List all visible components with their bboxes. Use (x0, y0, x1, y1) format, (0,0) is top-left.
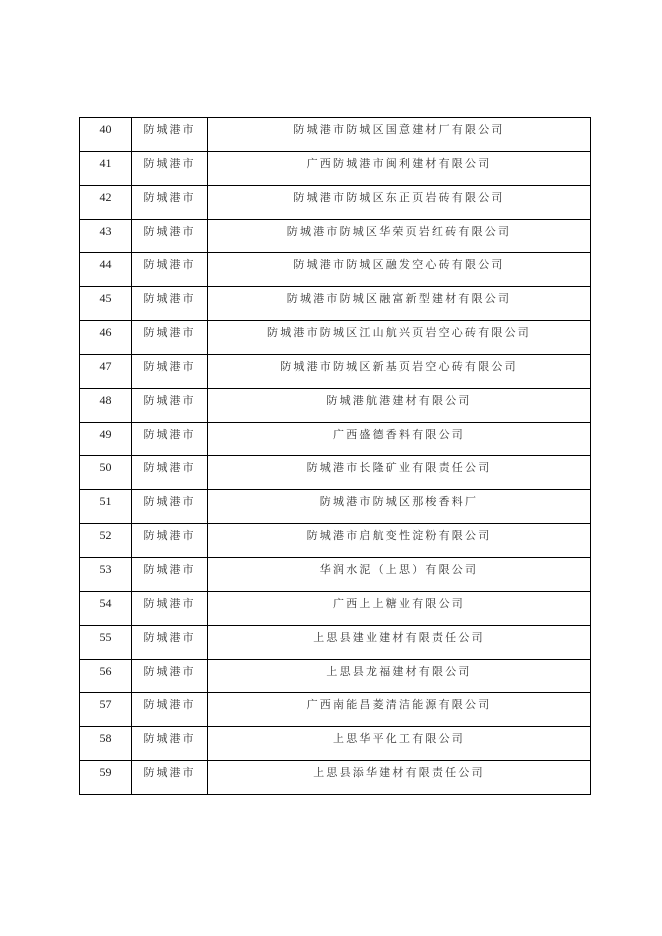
row-number: 43 (99, 223, 112, 238)
table-row (80, 118, 591, 152)
cell-company (208, 456, 591, 490)
cell-company (208, 761, 591, 795)
row-number: 57 (99, 697, 112, 712)
cell-city (132, 219, 208, 253)
city-name: 防城港市 (143, 123, 196, 136)
company-name: 防城港市长隆矿业有限责任公司 (306, 461, 492, 475)
row-number: 56 (99, 663, 112, 678)
company-name: 防城港市防城区江山航兴页岩空心砖有限公司 (267, 326, 531, 340)
row-number: 46 (99, 325, 112, 340)
cell-city (132, 490, 208, 524)
cell-city (132, 388, 208, 422)
table-row (80, 321, 591, 355)
row-number: 42 (99, 189, 112, 204)
city-name: 防城港市 (143, 664, 196, 678)
company-name: 防城港航港建材有限公司 (326, 393, 472, 407)
company-name: 防城港市防城区新基页岩空心砖有限公司 (280, 359, 518, 373)
cell-city (132, 253, 208, 287)
city-name: 防城港市 (143, 393, 196, 407)
table-row (80, 524, 591, 558)
cell-number (80, 524, 132, 558)
city-name: 防城港市 (143, 190, 196, 204)
table-row (80, 354, 591, 388)
cell-city (132, 321, 208, 355)
city-name: 防城港市 (143, 596, 196, 610)
city-name: 防城港市 (143, 258, 196, 272)
row-number: 49 (99, 426, 112, 441)
cell-company (208, 388, 591, 422)
city-name: 防城港市 (143, 495, 196, 509)
table-row (80, 557, 591, 591)
city-name: 防城港市 (143, 766, 196, 780)
cell-number (80, 761, 132, 795)
cell-city (132, 287, 208, 321)
table-row (80, 388, 591, 422)
cell-company (208, 490, 591, 524)
table-body (80, 118, 591, 795)
row-number: 47 (99, 358, 112, 373)
company-name: 防城港市防城区融发空心砖有限公司 (293, 258, 505, 272)
cell-number (80, 219, 132, 253)
city-name: 防城港市 (143, 461, 196, 475)
cell-number (80, 287, 132, 321)
cell-city (132, 659, 208, 693)
cell-number (80, 253, 132, 287)
row-number: 45 (99, 291, 112, 306)
company-name: 广西防城港市闽利建材有限公司 (306, 156, 492, 170)
cell-city (132, 185, 208, 219)
row-number: 41 (99, 155, 112, 170)
company-name: 上思县龙福建材有限公司 (326, 664, 472, 678)
table-row (80, 219, 591, 253)
table-row (80, 727, 591, 761)
row-number: 52 (99, 528, 112, 543)
row-number: 59 (99, 765, 112, 780)
table-row (80, 456, 591, 490)
cell-city (132, 591, 208, 625)
table-row (80, 185, 591, 219)
company-name: 广西上上糖业有限公司 (333, 596, 465, 610)
cell-company (208, 219, 591, 253)
city-name: 防城港市 (143, 529, 196, 543)
city-name: 防城港市 (143, 224, 196, 238)
cell-company (208, 659, 591, 693)
cell-number (80, 659, 132, 693)
cell-city (132, 761, 208, 795)
row-number: 51 (99, 494, 112, 509)
city-name: 防城港市 (143, 156, 196, 170)
city-name: 防城港市 (143, 427, 196, 441)
cell-company (208, 625, 591, 659)
cell-number (80, 422, 132, 456)
cell-company (208, 557, 591, 591)
company-name: 上思县添华建材有限责任公司 (313, 766, 485, 780)
cell-city (132, 524, 208, 558)
cell-company (208, 524, 591, 558)
table-row (80, 151, 591, 185)
table-row (80, 659, 591, 693)
cell-number (80, 354, 132, 388)
table-row (80, 422, 591, 456)
cell-company (208, 693, 591, 727)
row-number: 55 (99, 629, 112, 644)
cell-company (208, 321, 591, 355)
cell-number (80, 693, 132, 727)
row-number: 50 (99, 460, 112, 475)
company-name: 华润水泥（上思）有限公司 (319, 562, 479, 576)
cell-company (208, 185, 591, 219)
company-name: 广西南能昌菱清洁能源有限公司 (306, 698, 492, 712)
company-name: 上思县建业建材有限责任公司 (313, 630, 485, 644)
company-name: 防城港市防城区国意建材厂有限公司 (293, 123, 505, 136)
company-name: 防城港市启航变性淀粉有限公司 (306, 529, 492, 543)
company-name: 防城港市防城区融富新型建材有限公司 (286, 292, 512, 306)
cell-number (80, 118, 132, 152)
row-number: 44 (99, 257, 112, 272)
table-row (80, 287, 591, 321)
cell-company (208, 422, 591, 456)
cell-city (132, 354, 208, 388)
cell-number (80, 557, 132, 591)
cell-number (80, 388, 132, 422)
table-row (80, 490, 591, 524)
company-name: 上思华平化工有限公司 (333, 732, 465, 746)
company-name: 广西盛德香料有限公司 (333, 427, 465, 441)
cell-company (208, 591, 591, 625)
table-row (80, 625, 591, 659)
cell-city (132, 693, 208, 727)
cell-number (80, 151, 132, 185)
city-name: 防城港市 (143, 698, 196, 712)
cell-number (80, 185, 132, 219)
cell-company (208, 118, 591, 152)
row-number: 40 (99, 122, 112, 136)
enterprise-table (79, 117, 591, 795)
table-row (80, 693, 591, 727)
row-number: 58 (99, 731, 112, 746)
row-number: 48 (99, 392, 112, 407)
city-name: 防城港市 (143, 630, 196, 644)
cell-company (208, 287, 591, 321)
cell-city (132, 151, 208, 185)
table-row (80, 761, 591, 795)
cell-company (208, 253, 591, 287)
cell-company (208, 354, 591, 388)
city-name: 防城港市 (143, 326, 196, 340)
cell-company (208, 151, 591, 185)
cell-city (132, 557, 208, 591)
company-name: 防城港市防城区华荣页岩红砖有限公司 (286, 224, 512, 238)
cell-number (80, 591, 132, 625)
city-name: 防城港市 (143, 359, 196, 373)
city-name: 防城港市 (143, 292, 196, 306)
cell-city (132, 456, 208, 490)
cell-city (132, 118, 208, 152)
company-name: 防城港市防城区东正页岩砖有限公司 (293, 190, 505, 204)
cell-city (132, 422, 208, 456)
cell-number (80, 490, 132, 524)
row-number: 54 (99, 595, 112, 610)
table-row (80, 253, 591, 287)
cell-number (80, 456, 132, 490)
table-row (80, 591, 591, 625)
cell-number (80, 727, 132, 761)
cell-number (80, 625, 132, 659)
company-name: 防城港市防城区那梭香料厂 (319, 495, 479, 509)
cell-company (208, 727, 591, 761)
city-name: 防城港市 (143, 732, 196, 746)
cell-city (132, 727, 208, 761)
cell-city (132, 625, 208, 659)
city-name: 防城港市 (143, 562, 196, 576)
row-number: 53 (99, 561, 112, 576)
cell-number (80, 321, 132, 355)
